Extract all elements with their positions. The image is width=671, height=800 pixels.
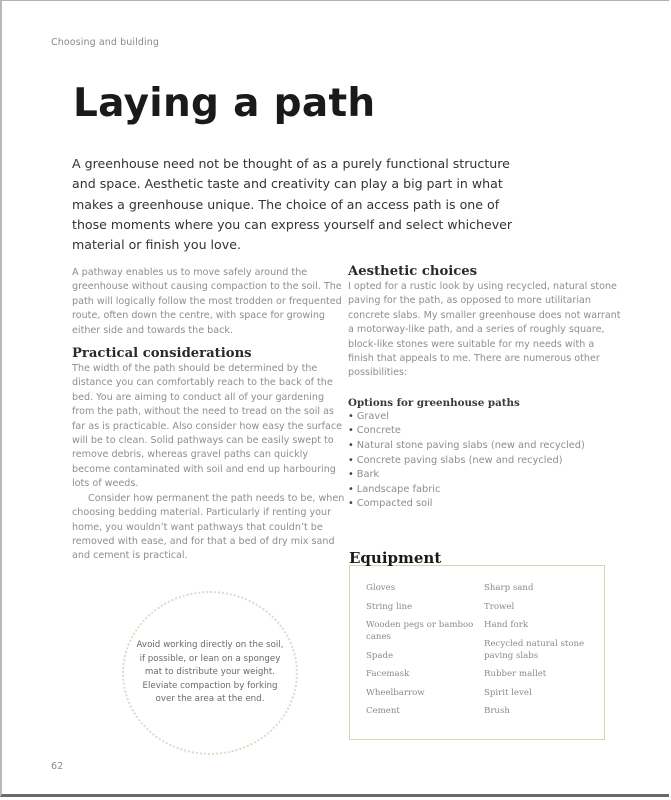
equipment-item: String line: [366, 601, 413, 612]
equipment-item: Hand fork: [484, 620, 529, 630]
bullet-icon: •: [348, 440, 354, 452]
running-head: Choosing and building: [51, 37, 159, 48]
equipment-item: Brush: [484, 706, 510, 716]
aesthetic-heading: Aesthetic choices: [348, 264, 478, 279]
equipment-title: Equipment: [349, 549, 442, 567]
equipment-item: Wooden pegs or bamboo canes: [366, 620, 474, 642]
equipment-item: Sharp sand: [484, 583, 534, 593]
list-item: • Gravel: [348, 410, 389, 422]
list-item: • Bark: [348, 469, 380, 481]
practical-paragraph-1: The width of the path should be determined by the distance you can comfortably reach to the back of the bed. You are aiming to conduct all of your gardening from the path, without the need to tread on the soil as far as is practicable. Also consider how easy the surface will be to clean. Solid pathways can be easily swept to remove debris, whereas gravel paths can quickly become contaminated with soil and end up harbouring lots of weeds.: [72, 363, 343, 490]
equipment-column-right: [484, 582, 602, 724]
list-item: • Compacted soil: [348, 498, 433, 510]
options-heading: Options for greenhouse paths: [348, 396, 520, 409]
equipment-item: Trowel: [484, 601, 515, 612]
practical-heading: Practical considerations: [72, 346, 252, 362]
practical-paragraph-2: Consider how permanent the path needs to be, when choosing bedding material. Particularly if renting your home, you wouldn’t want pathways that couldn’t be removed with ease, and for that a bed of dry mix sand and cement is practical.: [72, 492, 345, 562]
tip-text: Avoid working directly on the soil, if possible, or lean on a spongey mat to distribute your weight. Eleviate compaction by forking over the area at the end.: [136, 640, 284, 705]
equipment-item: Cement: [366, 706, 400, 716]
opening-paragraph: A pathway enables us to move safely around the greenhouse without causing compaction to the soil. The path will logically follow the most trodden or frequented route, often down the centre, with space for growing either side and towards the back.: [72, 267, 342, 336]
bullet-icon: •: [348, 425, 354, 437]
equipment-item: Facemask: [366, 669, 410, 679]
options-list: [348, 410, 623, 512]
tip-callout: [122, 591, 298, 755]
bullet-icon: •: [348, 498, 354, 510]
bullet-icon: •: [348, 483, 354, 495]
equipment-column-left: [366, 582, 476, 724]
left-column: [72, 266, 347, 564]
list-item: • Landscape fabric: [348, 483, 441, 495]
bullet-icon: •: [348, 410, 354, 422]
equipment-item: Spirit level: [484, 687, 532, 698]
equipment-item: Wheelbarrow: [366, 687, 425, 698]
bullet-icon: •: [348, 469, 354, 481]
right-column: [348, 264, 623, 512]
equipment-item: Spade: [366, 650, 394, 661]
equipment-item: Recycled natural stone paving slabs: [484, 638, 585, 661]
intro-paragraph: A greenhouse need not be thought of as a purely functional structure and space. Aesthetic taste and creativity can play a big part in what makes a greenhouse unique. The choice of an access path is one of those moments where you can express yourself and select whichever material or finish you love.: [72, 156, 513, 253]
list-item: • Concrete: [348, 425, 401, 437]
aesthetic-paragraph: I opted for a rustic look by using recycled, natural stone paving for the path, as opposed to more utilitarian concrete slabs. My smaller greenhouse does not warrant a motorway-like path, and a series of roughly square, block-like stones were suitable for my needs with a finish that appeals to me. There are numerous other possibilities:: [348, 281, 621, 379]
equipment-item: Gloves: [366, 583, 396, 593]
equipment-item: Rubber mallet: [484, 669, 547, 679]
bullet-icon: •: [348, 454, 354, 466]
page-number: 62: [51, 761, 64, 772]
list-item: • Concrete paving slabs (new and recycled): [348, 454, 563, 466]
equipment-box: [349, 565, 605, 740]
list-item: • Natural stone paving slabs (new and recycled): [348, 440, 585, 452]
page-title: Laying a path: [73, 81, 376, 126]
